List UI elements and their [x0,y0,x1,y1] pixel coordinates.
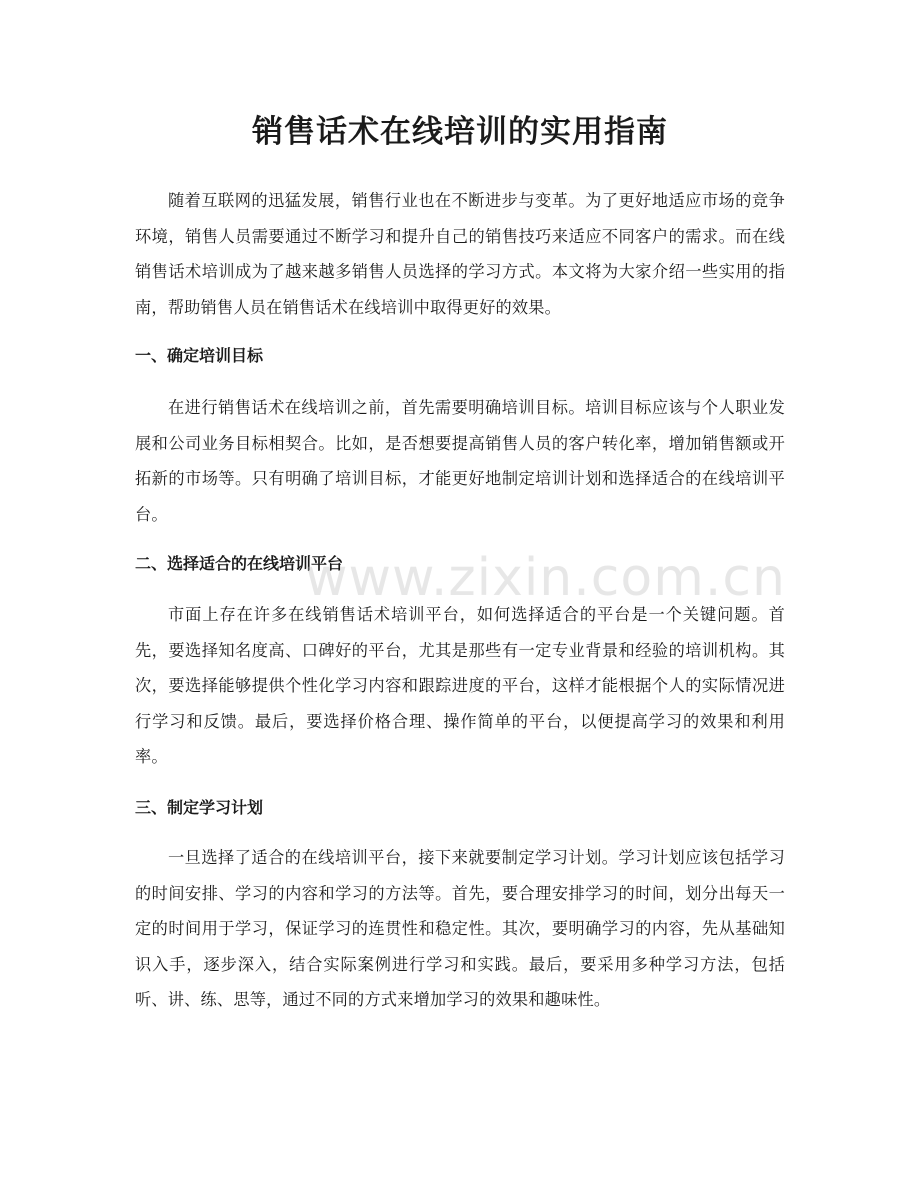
section-3-heading: 三、制定学习计划 [135,798,264,817]
section-3-body: 一旦选择了适合的在线培训平台，接下来就要制定学习计划。学习计划应该包括学习的时间安排、学习的内容和学习的方法等。首先，要合理安排学习的时间，划分出每天一定的时间用于学习，保证学习的连贯性和稳定性。其次，要明确学习的内容，先从基础知识入手，逐步深入，结合实际案例进行学习和实践。最后，要采用多种学习方法，包括听、讲、练、思等，通过不同的方式来增加学习的效果和趣味性。 [135,848,785,1010]
document-title: 销售话术在线培训的实用指南 [252,114,668,150]
section-1-heading: 一、确定培训目标 [135,346,264,365]
section-1-body: 在进行销售话术在线培训之前，首先需要明确培训目标。培训目标应该与个人职业发展和公司业务目标相契合。比如，是否想要提高销售人员的客户转化率，增加销售额或开拓新的市场等。只有明确了培训目标，才能更好地制定培训计划和选择适合的在线培训平台。 [135,398,785,524]
section-2-heading: 二、选择适合的在线培训平台 [135,554,344,573]
intro-paragraph: 随着互联网的迅猛发展，销售行业也在不断进步与变革。为了更好地适应市场的竞争环境，销售人员需要通过不断学习和提升自己的销售技巧来适应不同客户的需求。而在线销售话术培训成为了越来越多销售人员选择的学习方式。本文将为大家介绍一些实用的指南，帮助销售人员在销售话术在线培训中取得更好的效果。 [135,191,785,317]
watermark: www.zixin.com.cn [305,548,786,608]
section-2-body: 市面上存在许多在线销售话术培训平台，如何选择适合的平台是一个关键问题。首先，要选择知名度高、口碑好的平台，尤其是那些有一定专业背景和经验的培训机构。其次，要选择能够提供个性化学习内容和跟踪进度的平台，这样才能根据个人的实际情况进行学习和反馈。最后，要选择价格合理、操作简单的平台，以便提高学习的效果和利用率。 [135,605,785,767]
